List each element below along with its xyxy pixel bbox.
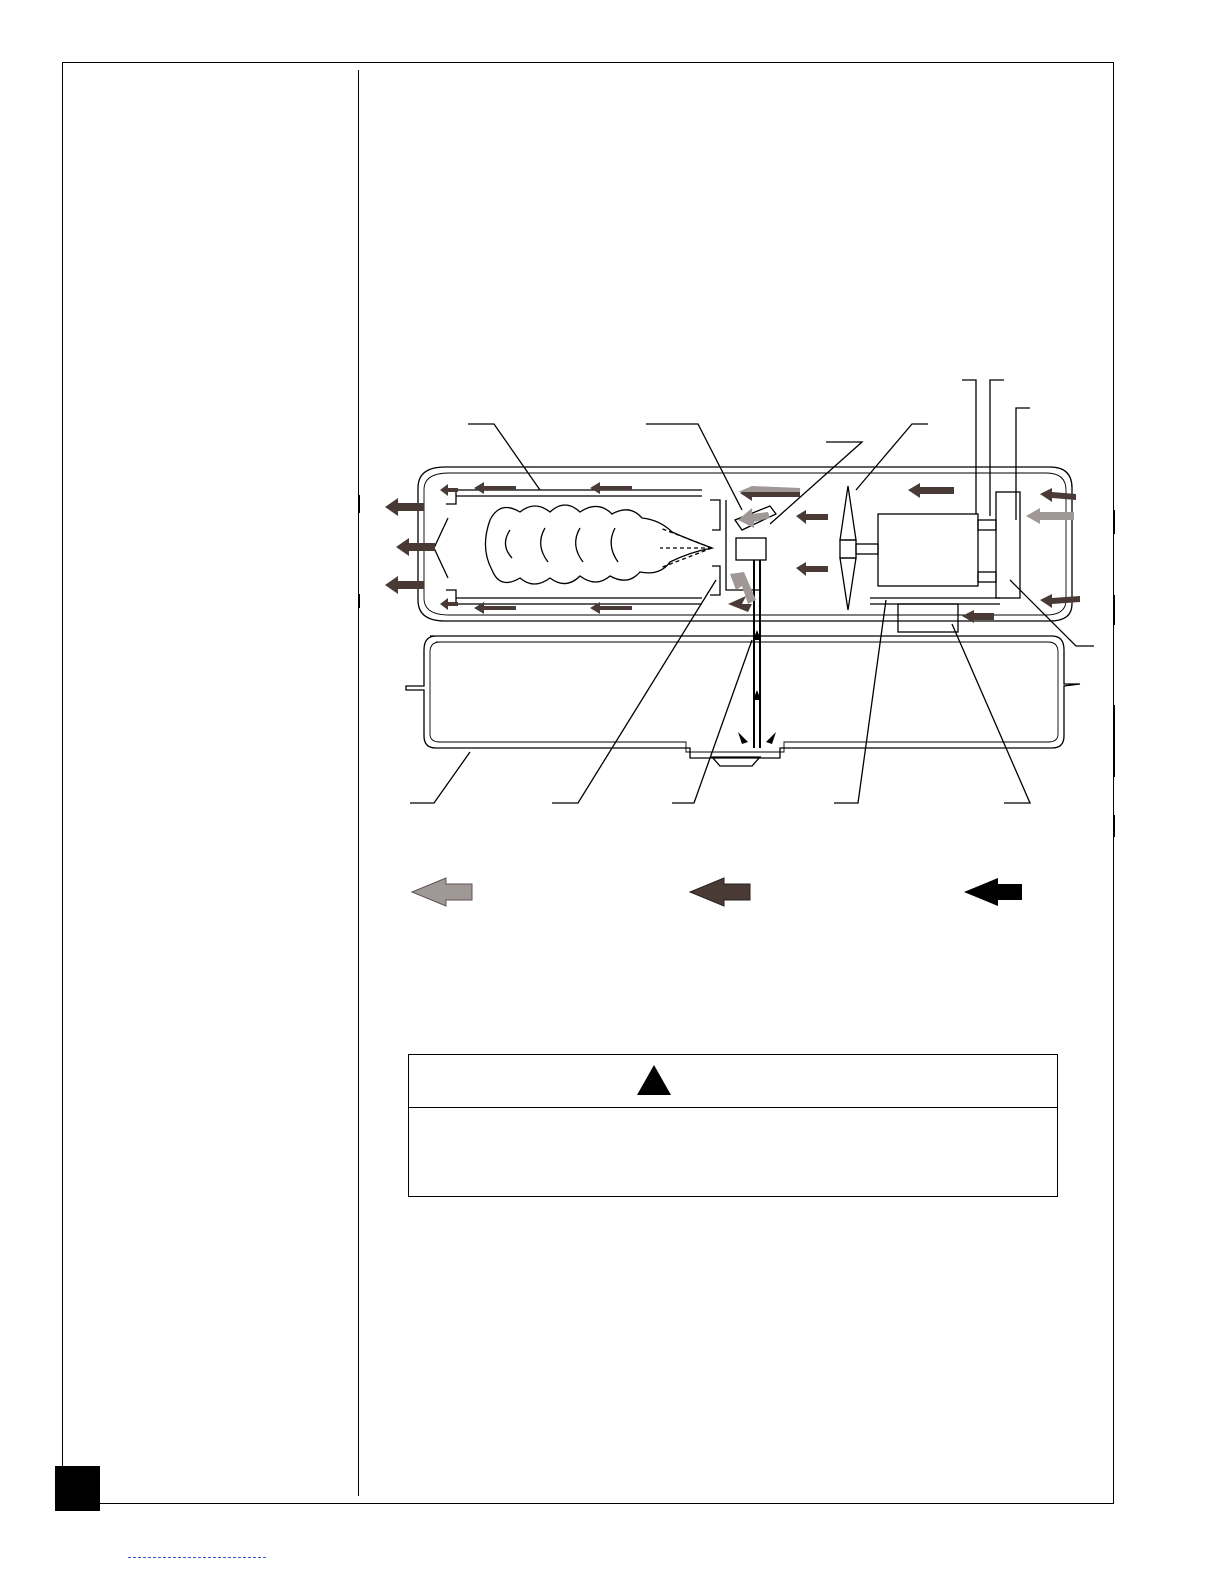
- callout-line: [990, 380, 1004, 516]
- page-number-badge: [55, 1466, 100, 1511]
- callout-line: [468, 424, 540, 490]
- arrow-legend: [360, 870, 1060, 920]
- callout-line: [552, 580, 716, 803]
- filter-icon: [898, 604, 958, 632]
- heater-cutaway-diagram: [360, 375, 1120, 835]
- nozzle-icon: [736, 538, 766, 560]
- callout-line: [672, 640, 752, 803]
- callout-line: [856, 424, 928, 490]
- callout-line: [1016, 408, 1030, 520]
- black-arrow-icon: [964, 878, 1022, 906]
- warning-header: [409, 1055, 1057, 1108]
- warning-triangle-icon: [636, 1064, 672, 1096]
- motor-icon: [878, 514, 978, 586]
- page-link[interactable]: [128, 1557, 266, 1558]
- dark-arrow-icon: [690, 878, 750, 906]
- warning-box: [408, 1054, 1058, 1197]
- callout-line: [770, 442, 862, 524]
- flame-icon: [485, 505, 712, 584]
- callout-line: [952, 624, 1030, 803]
- column-divider: [358, 70, 359, 1496]
- light-arrow-icon: [412, 878, 472, 906]
- callout-line: [834, 600, 886, 803]
- fan-blade-icon: [840, 486, 856, 540]
- callout-line: [410, 752, 470, 803]
- callout-line: [962, 380, 976, 514]
- deflector: [434, 518, 448, 578]
